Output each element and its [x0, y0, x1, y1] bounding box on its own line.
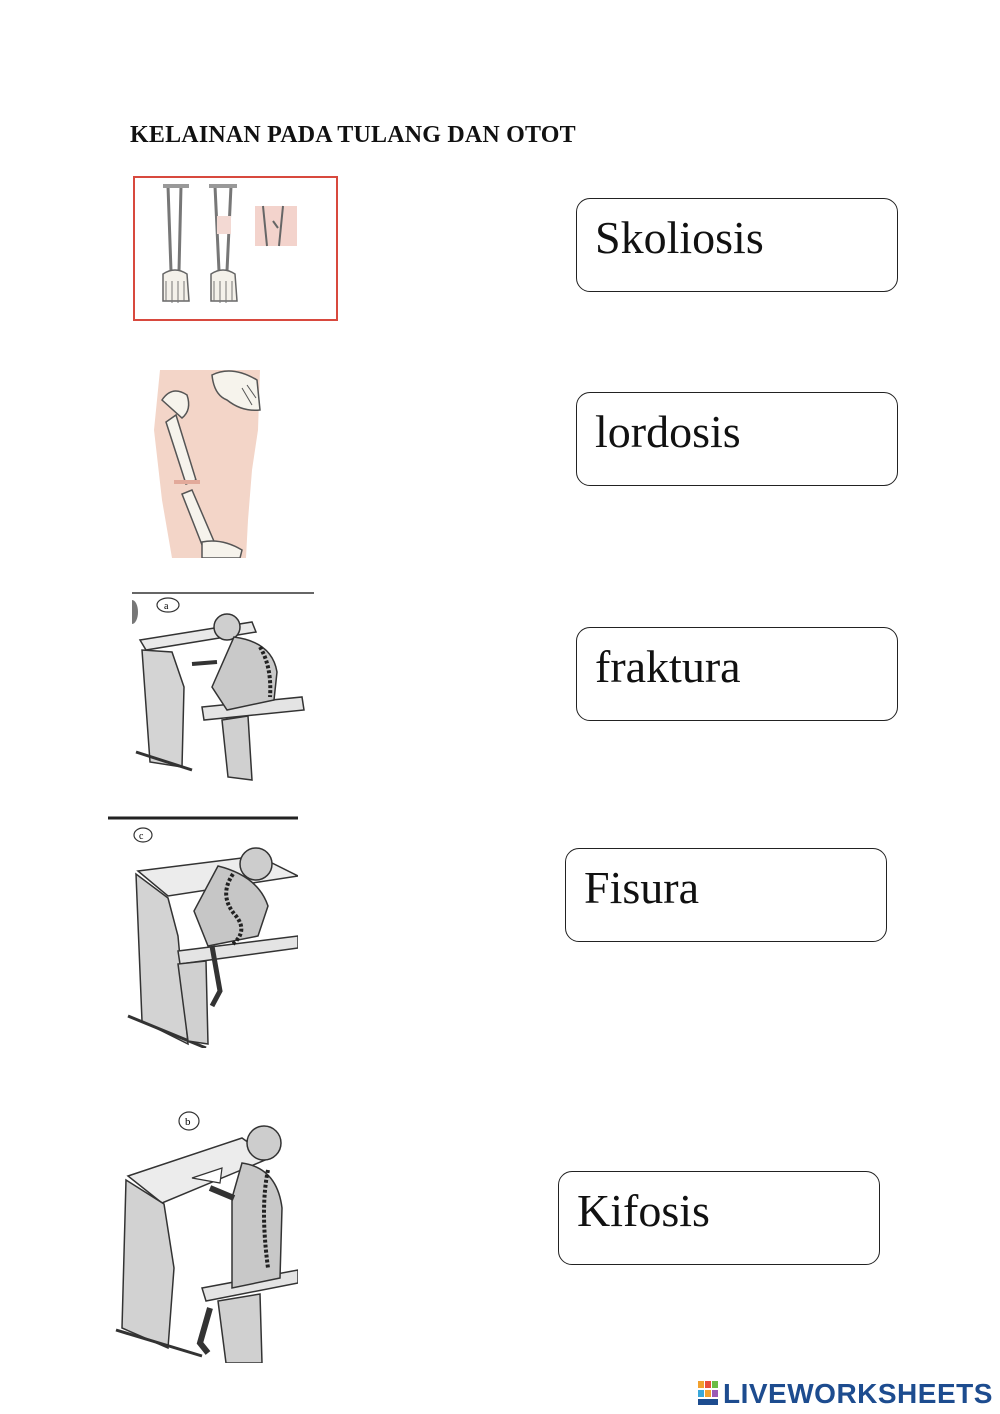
answer-label: lordosis: [595, 406, 741, 457]
answer-label: Fisura: [584, 862, 699, 913]
answer-label: Skoliosis: [595, 212, 764, 263]
page-title: KELAINAN PADA TULANG DAN OTOT: [130, 122, 576, 148]
posture-a-label: a: [164, 601, 169, 612]
leg-bone-fracture-image: [133, 176, 338, 321]
answer-box-kifosis[interactable]: [558, 1171, 880, 1265]
posture-a-image: [132, 592, 314, 787]
answer-box-fraktura[interactable]: [576, 627, 898, 721]
answer-label: Kifosis: [577, 1185, 710, 1236]
liveworksheets-logo-icon: [698, 1381, 720, 1407]
hip-femur-fracture-image: [152, 370, 272, 558]
answer-label: fraktura: [595, 641, 741, 692]
answer-box-lordosis[interactable]: [576, 392, 898, 486]
answer-box-fisura[interactable]: [565, 848, 887, 942]
liveworksheets-logo-text: LIVEWORKSHEETS: [723, 1378, 993, 1409]
posture-c-image: [108, 816, 298, 1048]
posture-b-label: b: [185, 1116, 191, 1128]
answer-box-skoliosis[interactable]: [576, 198, 898, 292]
posture-c-label: c: [139, 831, 144, 842]
posture-b-image: [92, 1108, 298, 1363]
liveworksheets-logo[interactable]: [698, 1378, 993, 1410]
